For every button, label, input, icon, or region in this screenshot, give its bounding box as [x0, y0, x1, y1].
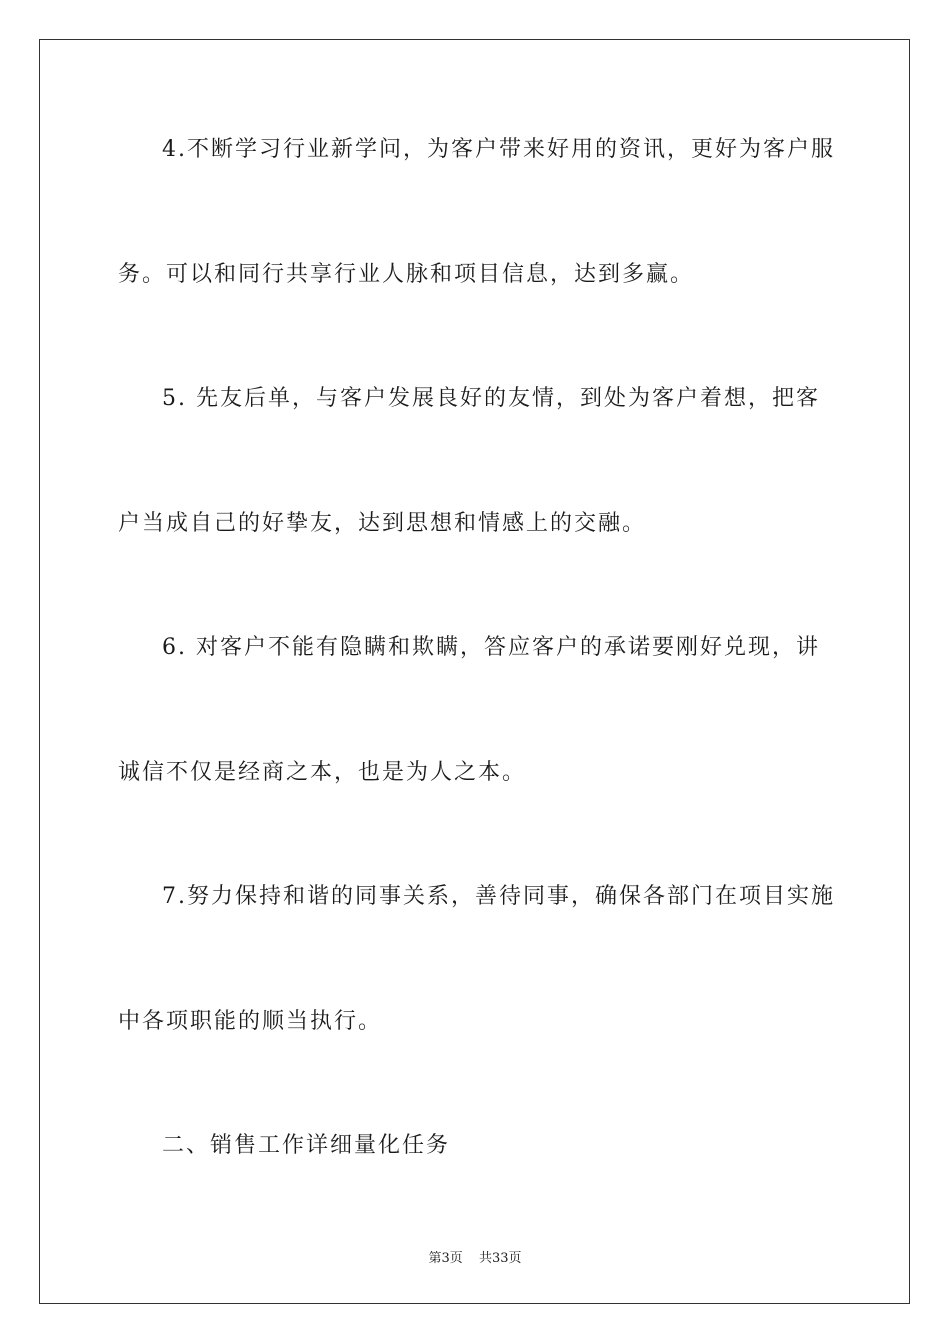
paragraph-6-line-1: 6. 对客户不能有隐瞒和欺瞒，答应客户的承诺要刚好兑现，讲	[162, 635, 820, 660]
paragraph-7-line-1: 7.努力保持和谐的同事关系，善待同事，确保各部门在项目实施	[162, 884, 835, 909]
page-footer	[0, 1247, 950, 1266]
section-heading: 二、销售工作详细量化任务	[162, 1133, 451, 1158]
paragraph-6-line-2: 诚信不仅是经商之本，也是为人之本。	[118, 760, 527, 785]
paragraph-4-line-2: 务。可以和同行共享行业人脉和项目信息，达到多赢。	[118, 262, 695, 287]
paragraph-4-line-1: 4.不断学习行业新学问，为客户带来好用的资讯，更好为客户服	[162, 137, 835, 162]
paragraph-5-line-2: 户当成自己的好挚友，达到思想和情感上的交融。	[118, 511, 647, 536]
paragraph-5-line-1: 5. 先友后单，与客户发展良好的友情，到处为客户着想，把客	[162, 386, 820, 411]
page-border	[39, 39, 910, 1304]
paragraph-7-line-2: 中各项职能的顺当执行。	[118, 1009, 383, 1034]
total-pages: 共33页	[478, 1251, 522, 1266]
page-number: 第3页	[428, 1251, 463, 1266]
